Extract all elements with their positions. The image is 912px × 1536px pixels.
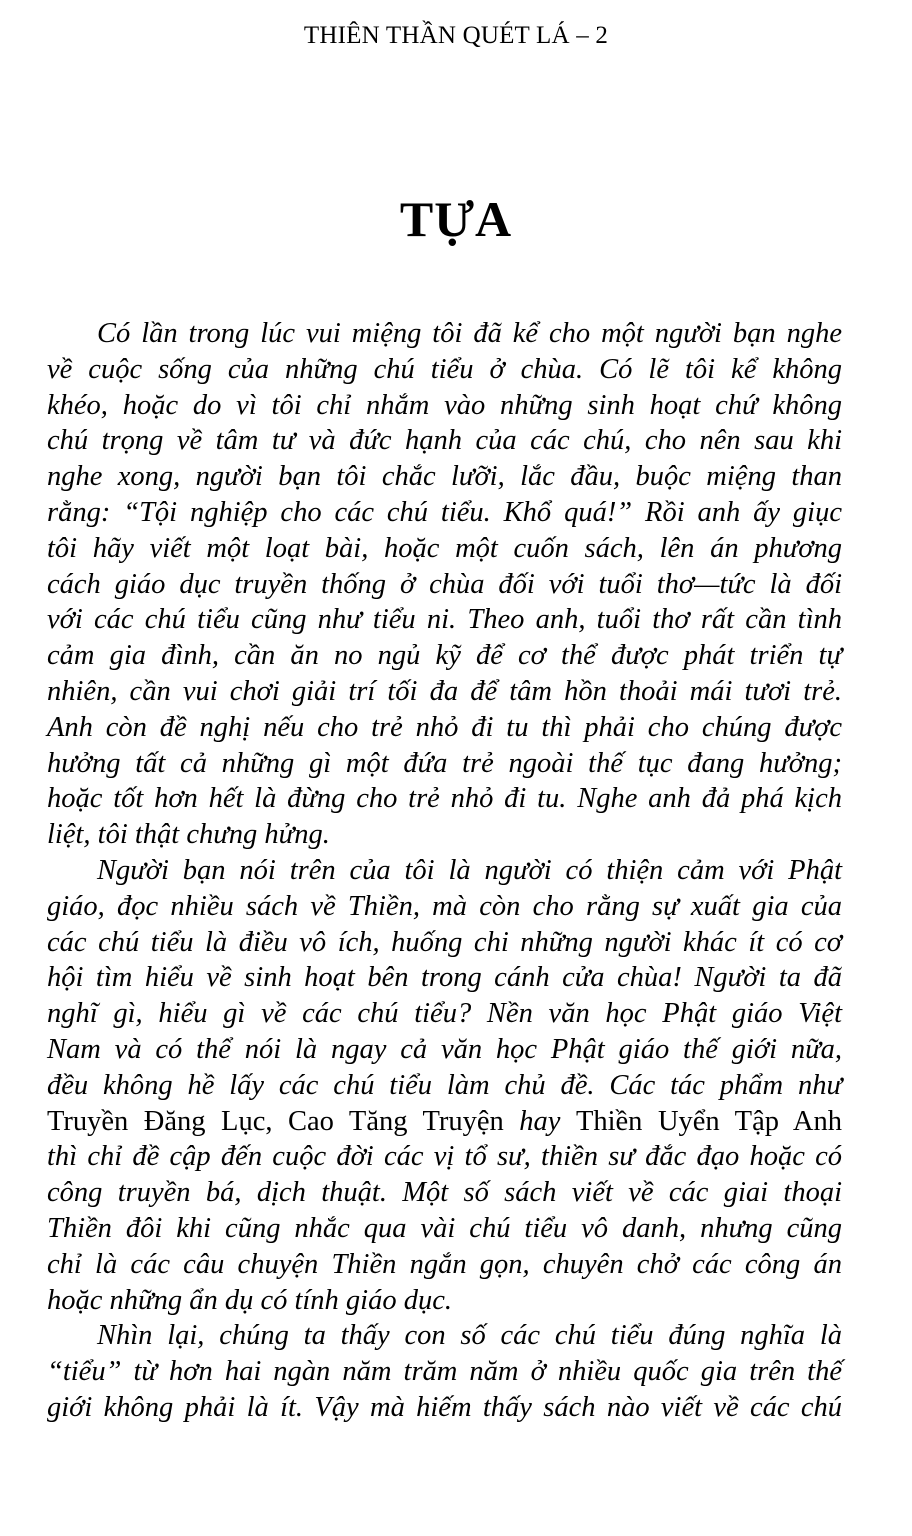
paragraph-1-line: hoặc tốt hơn hết là đừng cho trẻ nhỏ đi tu. Nghe anh đả phá kịch <box>47 783 842 815</box>
paragraph-1-line: Có lần trong lúc vui miệng tôi đã kể cho một người bạn nghe <box>97 318 842 349</box>
paragraph-2-line: đều không hề lấy các chú tiểu làm chủ đề. Các tác phẩm như <box>47 1069 842 1101</box>
paragraph-3-line: Nhìn lại, chúng ta thấy con số các chú tiểu đúng nghĩa là <box>97 1320 842 1352</box>
paragraph-2-line: hội tìm hiểu về sinh hoạt bên trong cánh cửa chùa! Người ta đã <box>47 962 842 994</box>
paragraph-1-line: cảm gia đình, cần ăn no ngủ kỹ để cơ thể được phát triển tự <box>47 640 842 672</box>
paragraph-1-line: Anh còn đề nghị nếu cho trẻ nhỏ đi tu thì phải cho chúng được <box>47 711 842 743</box>
paragraph-2-line: chỉ là các câu chuyện Thiền ngắn gọn, chuyên chở các công án <box>47 1248 842 1280</box>
paragraph-2-line: Nam và có thể nói là ngay cả văn học Phật giáo thế giới nữa, <box>47 1033 842 1065</box>
book-titles-upright-b: Thiền Uyển Tập Anh <box>575 1105 843 1137</box>
paragraph-1-line: rằng: “Tội nghiệp cho các chú tiểu. Khổ quá!” Rồi anh ấy giục <box>47 496 842 528</box>
paragraph-1-line: chú trọng về tâm tư và đức hạnh của các chú, cho nên sau khi <box>47 425 842 457</box>
running-header: THIÊN THẦN QUÉT LÁ – 2 <box>303 22 609 49</box>
paragraph-2-line: công truyền bá, dịch thuật. Một số sách viết về các giai thoại <box>47 1177 842 1209</box>
paragraph-1-line: về cuộc sống của những chú tiểu ở chùa. Có lẽ tôi kể không <box>47 353 842 385</box>
paragraph-2-mixed-line <box>47 1104 842 1140</box>
paragraph-2-line: nghĩ gì, hiểu gì về các chú tiểu? Nền văn học Phật giáo Việt <box>47 998 842 1030</box>
connector-word: hay <box>519 1105 561 1137</box>
paragraph-2-line: giáo, đọc nhiều sách về Thiền, mà còn cho rằng sự xuất gia của <box>47 890 842 922</box>
paragraph-2-line: Thiền đôi khi cũng nhắc qua vài chú tiểu vô danh, nhưng cũng <box>47 1212 842 1244</box>
paragraph-2-line: thì chỉ đề cập đến cuộc đời các vị tổ sư, thiền sư đắc đạo hoặc có <box>47 1141 842 1173</box>
book-titles-upright-a: Truyền Đăng Lục, Cao Tăng Truyện <box>47 1105 504 1137</box>
chapter-title: TỰA <box>399 191 513 247</box>
paragraph-1-line: với các chú tiểu cũng như tiểu ni. Theo anh, tuổi thơ rất cần tình <box>47 604 842 636</box>
paragraph-3-line: “tiểu” từ hơn hai ngàn năm trăm năm ở nhiều quốc gia trên thế <box>47 1356 842 1388</box>
paragraph-1-line: nghe xong, người bạn tôi chắc lưỡi, lắc đầu, buộc miệng than <box>47 461 842 493</box>
paragraph-1-line: nhiên, cần vui chơi giải trí tối đa để tâm hồn thoải mái tươi trẻ. <box>47 675 842 707</box>
paragraph-1-line: tôi hãy viết một loạt bài, hoặc một cuốn sách, lên án phương <box>47 532 842 564</box>
paragraph-2-line: Người bạn nói trên của tôi là người có thiện cảm với Phật <box>97 854 842 886</box>
paragraph-1-line: liệt, tôi thật chưng hửng. <box>47 819 330 851</box>
paragraph-1-line: khéo, hoặc do vì tôi chỉ nhắm vào những sinh hoạt chứ không <box>47 389 842 421</box>
paragraph-2-line: hoặc những ẩn dụ có tính giáo dục. <box>47 1284 452 1316</box>
paragraph-3-line: giới không phải là ít. Vậy mà hiếm thấy sách nào viết về các chú <box>47 1391 842 1423</box>
paragraph-1-line: cách giáo dục truyền thống ở chùa đối với tuổi thơ—tức là đối <box>47 568 842 600</box>
paragraph-2-line: các chú tiểu là điều vô ích, huống chi những người khác ít có cơ <box>47 926 842 958</box>
body-text <box>47 316 842 1426</box>
paragraph-1-line: hưởng tất cả những gì một đứa trẻ ngoài thế tục đang hưởng; <box>47 747 842 779</box>
